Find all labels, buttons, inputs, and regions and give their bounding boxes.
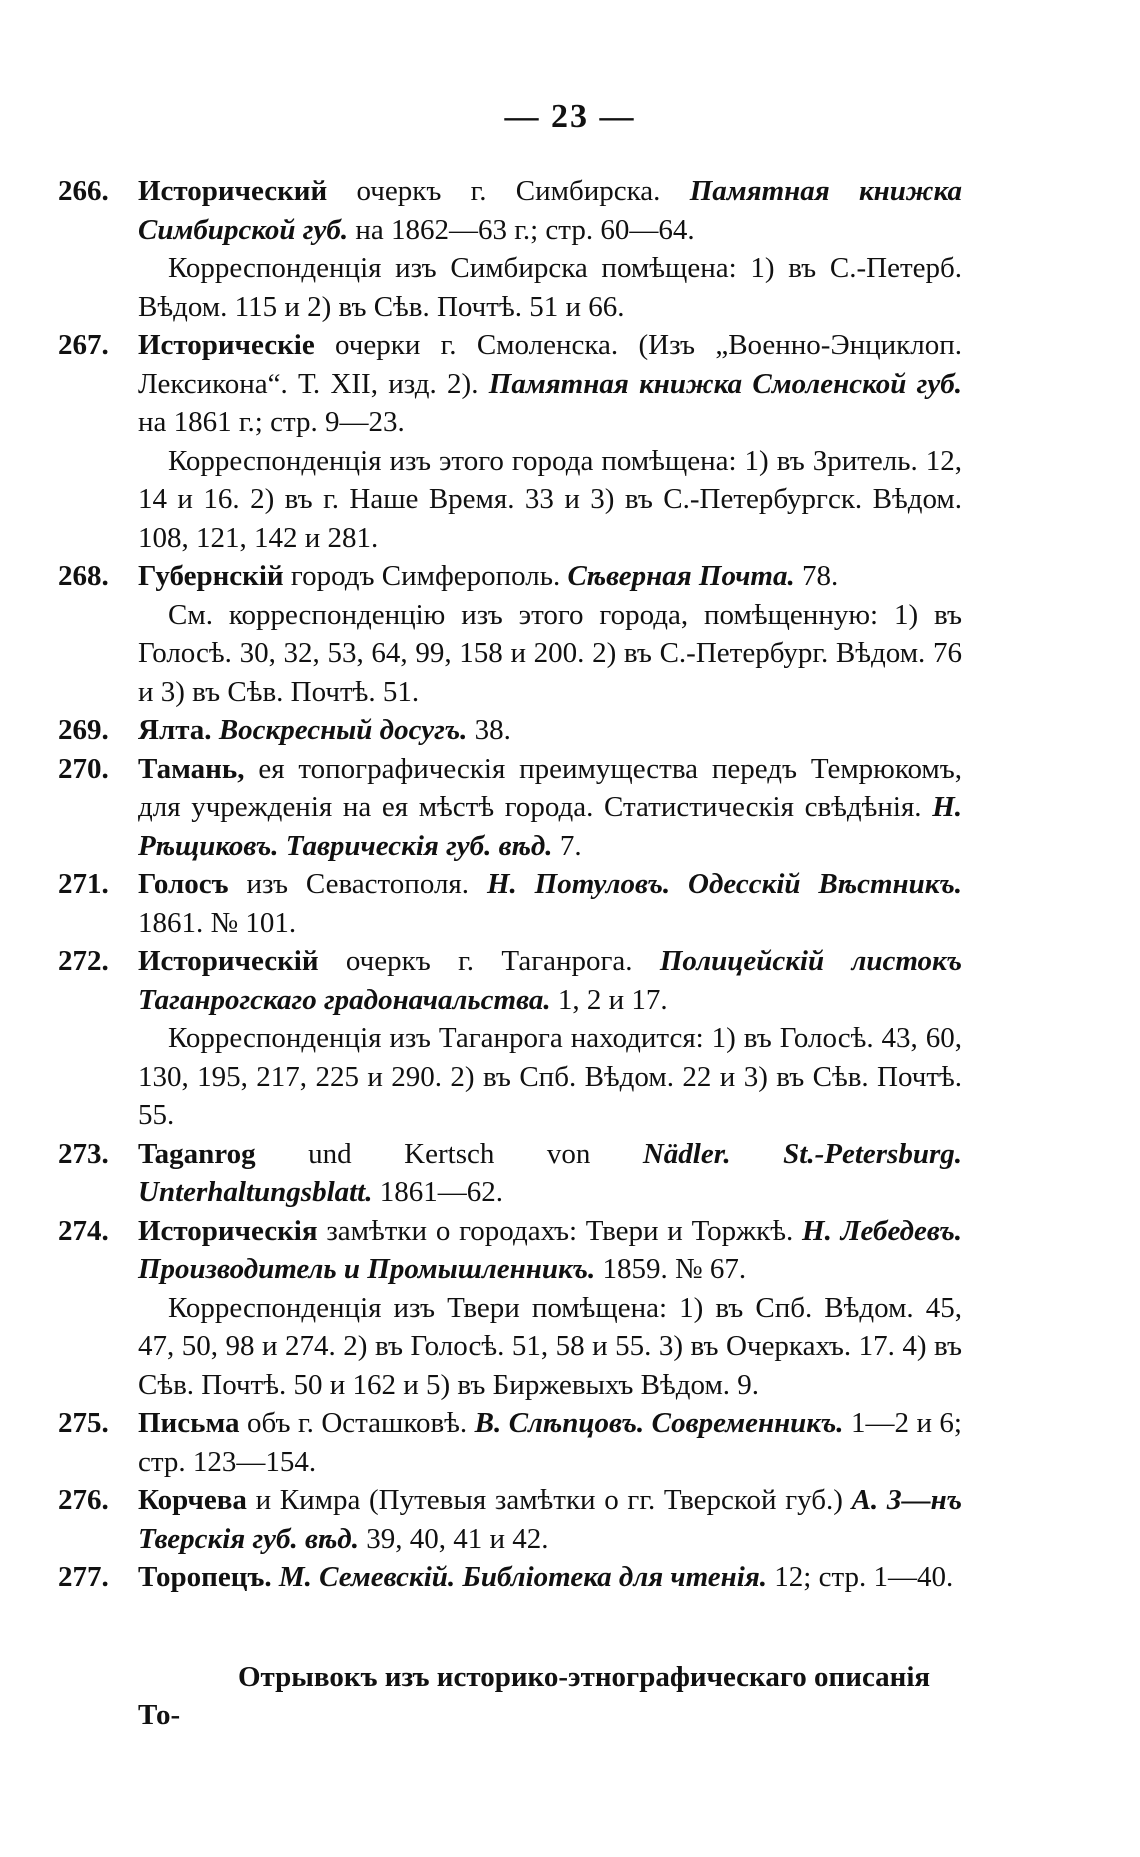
entry-text: объ г. Осташковѣ. <box>239 1407 475 1439</box>
entry-heading <box>58 172 962 249</box>
bibliography-entry <box>58 711 962 750</box>
entry-tail: 1861. № 101. <box>138 906 297 939</box>
bibliography-entry <box>58 557 962 711</box>
bibliography-entries <box>58 172 962 1597</box>
entry-source: А. З—нъ Тверскія губ. вѣд. <box>138 1484 962 1555</box>
entry-text: очерки г. Смоленска. (Изъ „Военно-Энциклоп. Лексикона“. Т. XII, изд. 2). <box>138 329 962 400</box>
entry-correspondence-note: Корреспонденція изъ Таганрога находится: 1) въ Голосѣ. 43, 60, 130, 195, 217, 225 и 290. 2) въ Спб. Вѣдом. 22 и 3) въ Сѣв. Почтѣ. 55. <box>138 1022 962 1131</box>
entry-heading <box>58 1558 962 1597</box>
entry-source: Н. Потуловъ. Одесскій Вѣстникъ. <box>486 868 962 900</box>
entry-correspondence-note: См. корреспонденцію изъ этого города, помѣщенную: 1) въ Голосѣ. 30, 32, 53, 64, 99, 158 и 200. 2) въ С.-Петербург. Вѣдом. 76 и 3) въ Сѣв. Почтѣ. 51. <box>138 598 962 708</box>
entry-tail: 1—2 и 6; стр. 123—154. <box>138 1407 962 1478</box>
entry-text: замѣтки о городахъ: Твери и Торжкѣ. <box>317 1214 803 1247</box>
entry-heading <box>58 1404 962 1481</box>
entry-source: Воскресный досугъ. <box>218 714 468 746</box>
entry-source: Памятная книжка Симбирской губ. <box>138 175 962 246</box>
entry-text: ея топографическія преимущества передъ Темрюкомъ, для учрежденія на ея мѣстѣ города. Статистическія свѣдѣнія. <box>138 752 962 823</box>
entry-source: Полицейскій листокъ Таганрогскаго градоначальства. <box>138 945 962 1016</box>
entry-tail: 1, 2 и 17. <box>550 983 668 1016</box>
entry-heading <box>58 326 962 442</box>
entry-headword: Ялта. <box>138 714 212 746</box>
entry-source: Nädler. St.-Petersburg. Unterhaltungsblatt. <box>138 1137 963 1208</box>
entry-headword: Историческій <box>138 945 319 977</box>
entry-source: Н. Лебедевъ. Производитель и Промышленникъ. <box>138 1214 962 1285</box>
entry-number: 271. <box>58 868 109 900</box>
entry-headword: Губернскій <box>138 560 284 592</box>
entry-heading <box>58 711 962 750</box>
entry-text: и Кимра (Путевыя замѣтки о гг. Тверской губ.) <box>246 1484 852 1516</box>
entry-source: Н. Рѣщиковъ. Таврическія губ. вѣд. <box>138 791 962 862</box>
entry-text: und Kertsch von <box>255 1137 643 1170</box>
entry-number: 270. <box>58 752 109 785</box>
entry-text: очеркъ г. Таганрога. <box>318 945 660 977</box>
entry-text: изъ Севастополя. <box>228 868 487 900</box>
entry-number: 269. <box>58 714 109 746</box>
entry-number: 272. <box>58 945 109 977</box>
bibliography-entry <box>58 942 962 1135</box>
entry-headword: Тамань, <box>138 752 245 785</box>
entry-number: 267. <box>58 329 109 361</box>
bibliography-entry <box>58 1481 962 1558</box>
entry-text: очеркъ г. Симбирска. <box>327 175 690 207</box>
entry-headword: Историческія <box>138 1214 318 1247</box>
entry-text: городъ Симферополь. <box>283 560 568 592</box>
entry-tail: 7. <box>552 829 582 862</box>
bibliography-entry <box>58 865 962 942</box>
bibliography-entry <box>58 1404 962 1481</box>
entry-source: Сѣверная Почта. <box>567 560 795 592</box>
entry-tail: 39, 40, 41 и 42. <box>358 1522 549 1555</box>
entry-tail: на 1862—63 г.; стр. 60—64. <box>348 213 695 246</box>
entry-heading <box>58 557 962 596</box>
entry-number: 276. <box>58 1484 109 1516</box>
entry-correspondence-note: Корреспонденція изъ этого города помѣщена: 1) въ Зритель. 12, 14 и 16. 2) въ г. Наше Время. 33 и 3) въ С.-Петербургск. Вѣдом. 108, 121, 142 и 281. <box>138 444 962 554</box>
entry-heading <box>58 1212 962 1289</box>
entry-heading <box>58 750 962 866</box>
entry-text <box>272 1561 279 1593</box>
entry-headword: Торопецъ. <box>138 1561 272 1593</box>
entry-tail: 12; стр. 1—40. <box>767 1561 954 1593</box>
entry-source: Памятная книжка Смоленской губ. <box>488 367 962 400</box>
bibliography-entry <box>58 326 962 557</box>
entry-headword: Корчева <box>138 1484 247 1516</box>
bibliography-entry <box>58 1212 962 1405</box>
entry-number: 274. <box>58 1214 109 1247</box>
entry-heading <box>58 1135 962 1212</box>
entry-heading <box>58 865 962 942</box>
entry-number: 273. <box>58 1137 109 1170</box>
entry-tail: 78. <box>794 560 839 592</box>
entry-tail: на 1861 г.; стр. 9—23. <box>138 406 405 438</box>
entry-correspondence-note: Корреспонденція изъ Твери помѣщена: 1) въ Спб. Вѣдом. 45, 47, 50, 98 и 274. 2) въ Голосѣ. 51, 58 и 55. 3) въ Очеркахъ. 17. 4) въ Сѣв. Почтѣ. 50 и 162 и 5) въ Биржевыхъ Вѣдом. 9. <box>138 1291 962 1401</box>
bibliography-entry <box>58 1558 962 1597</box>
entry-heading <box>58 1481 962 1558</box>
bibliography-entry <box>58 172 962 326</box>
entry-number: 268. <box>58 560 109 592</box>
bibliography-entry <box>58 1135 962 1212</box>
page-number: — 23 — <box>504 98 636 135</box>
entry-number: 266. <box>58 175 109 207</box>
entry-headword: Письма <box>138 1407 240 1439</box>
entry-correspondence-note: Корреспонденція изъ Симбирска помѣщена: 1) въ С.-Петерб. Вѣдом. 115 и 2) въ Сѣв. Почтѣ. 51 и 66. <box>138 252 962 323</box>
entry-headword: Исторический <box>138 175 328 207</box>
entry-source: М. Семевскій. Библіотека для чтенія. <box>278 1561 768 1593</box>
entry-number: 277. <box>58 1561 109 1593</box>
bibliography-entry <box>58 750 962 866</box>
entry-source: В. Слѣпцовъ. Современникъ. <box>474 1407 844 1439</box>
continuation-line: Отрывокъ изъ историко-этнографическаго описанія То- <box>138 1661 931 1731</box>
entry-headword: Голосъ <box>138 868 229 900</box>
entry-headword: Историческіе <box>138 329 315 361</box>
entry-headword: Taganrog <box>138 1137 256 1170</box>
entry-tail: 38. <box>467 714 511 746</box>
entry-tail: 1861—62. <box>372 1176 503 1208</box>
entry-number: 275. <box>58 1407 109 1439</box>
entry-tail: 1859. № 67. <box>595 1253 747 1285</box>
entry-heading <box>58 942 962 1019</box>
entry-text <box>212 714 219 746</box>
